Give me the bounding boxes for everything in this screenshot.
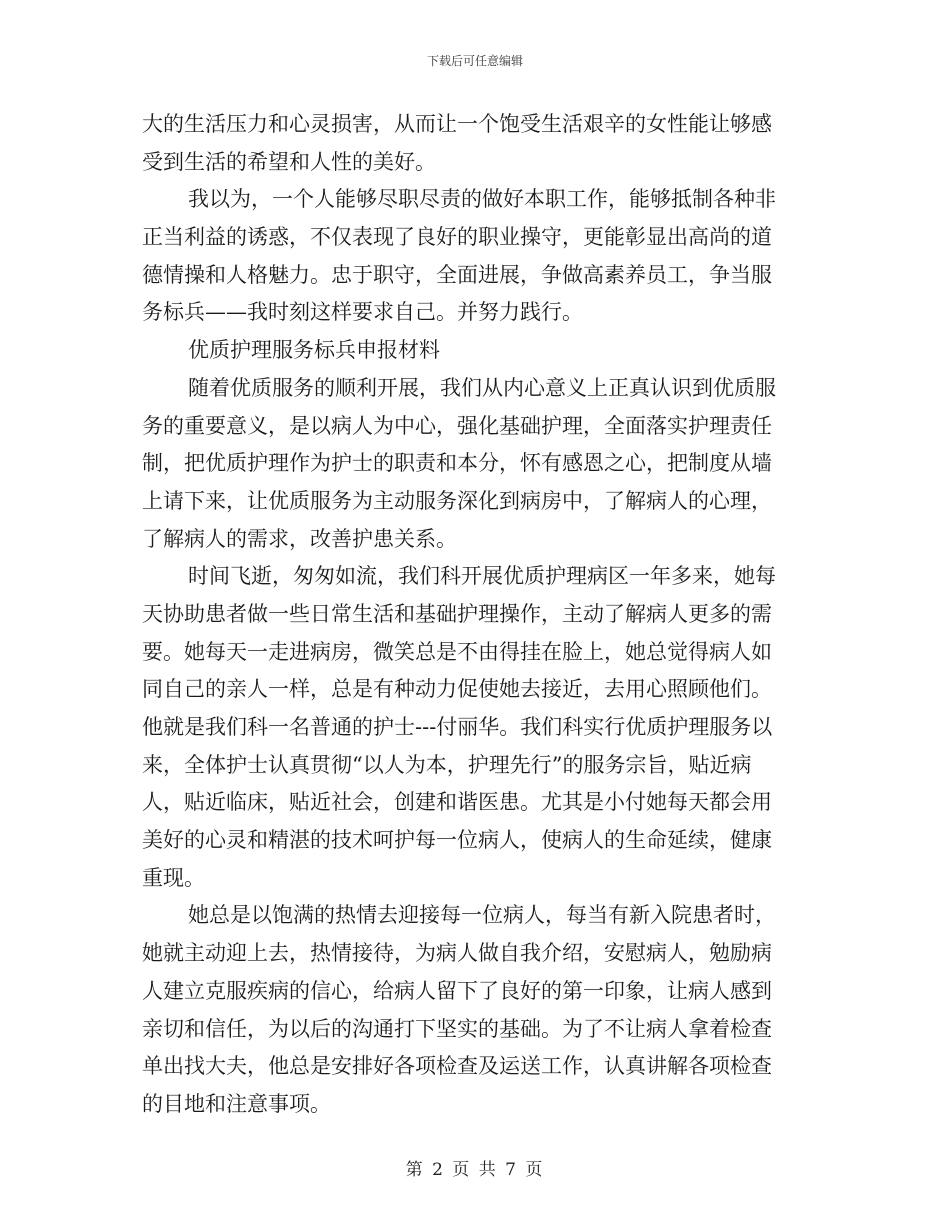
text-line: 单出找大夫，他总是安排好各项检查及运送工作，认真讲解各项检查: [142, 1054, 772, 1079]
text-line: 人，贴近临床，贴近社会，创建和谐医患。尤其是小付她每天都会用: [142, 790, 772, 815]
page-number: 第 2 页 共 7 页: [405, 1160, 545, 1180]
text-line: 来，全体护士认真贯彻“以人为本，护理先行”的服务宗旨，贴近病: [142, 752, 752, 777]
text-line: 制，把优质护理作为护士的职责和本分，怀有感恩之心，把制度从墙: [142, 451, 772, 476]
text-line: 美好的心灵和精湛的技术呵护每一位病人，使病人的生命延续，健康: [142, 828, 772, 853]
text-line: 人建立克服疾病的信心，给病人留下了良好的第一印象，让病人感到: [142, 978, 772, 1003]
text-line: 务的重要意义，是以病人为中心，强化基础护理，全面落实护理责任: [142, 413, 772, 438]
text-line: 了解病人的需求，改善护患关系。: [142, 526, 457, 551]
text-line: 亲切和信任，为以后的沟通打下坚实的基础。为了不让病人拿着检查: [142, 1016, 772, 1041]
text-line: 随着优质服务的顺利开展，我们从内心意义上正真认识到优质服: [188, 375, 776, 400]
text-line: 我以为，一个人能够尽职尽责的做好本职工作，能够抵制各种非: [188, 187, 776, 212]
text-line: 天协助患者做一些日常生活和基础护理操作，主动了解病人更多的需: [142, 601, 772, 626]
text-line: 要。她每天一走进病房，微笑总是不由得挂在脸上，她总觉得病人如: [142, 639, 772, 664]
text-line: 重现。: [142, 865, 205, 890]
section-title: 优质护理服务标兵申报材料: [188, 338, 440, 363]
text-line: 德情操和人格魅力。忠于职守，全面进展，争做高素养员工，争当服: [142, 262, 772, 287]
body-text: [142, 106, 808, 1124]
text-line: 大的生活压力和心灵损害，从而让一个饱受生活艰辛的女性能让够感: [142, 112, 772, 136]
text-line: 她总是以饱满的热情去迎接每一位病人，每当有新入院患者时，: [188, 903, 776, 928]
text-line: 同自己的亲人一样，总是有种动力促使她去接近，去用心照顾他们。: [142, 677, 772, 702]
text-line: 的目地和注意事项。: [142, 1091, 331, 1116]
text-line: 她就主动迎上去，热情接待，为病人做自我介绍，安慰病人，勉励病: [142, 941, 772, 966]
text-line: 受到生活的希望和人性的美好。: [142, 149, 436, 174]
text-line: 上请下来，让优质服务为主动服务深化到病房中，了解病人的心理，: [142, 488, 772, 513]
text-line: 时间飞逝，匆匆如流，我们科开展优质护理病区一年多来，她每: [188, 564, 776, 589]
text-line: 正当利益的诱惑，不仅表现了良好的职业操守，更能彰显出高尚的道: [142, 225, 772, 250]
page-header: 下载后可任意编辑: [426, 54, 523, 68]
text-line: 务标兵——我时刻这样要求自己。并努力践行。: [142, 300, 583, 325]
text-line: 他就是我们科一名普通的护士---付丽华。我们科实行优质护理服务以: [142, 715, 773, 739]
